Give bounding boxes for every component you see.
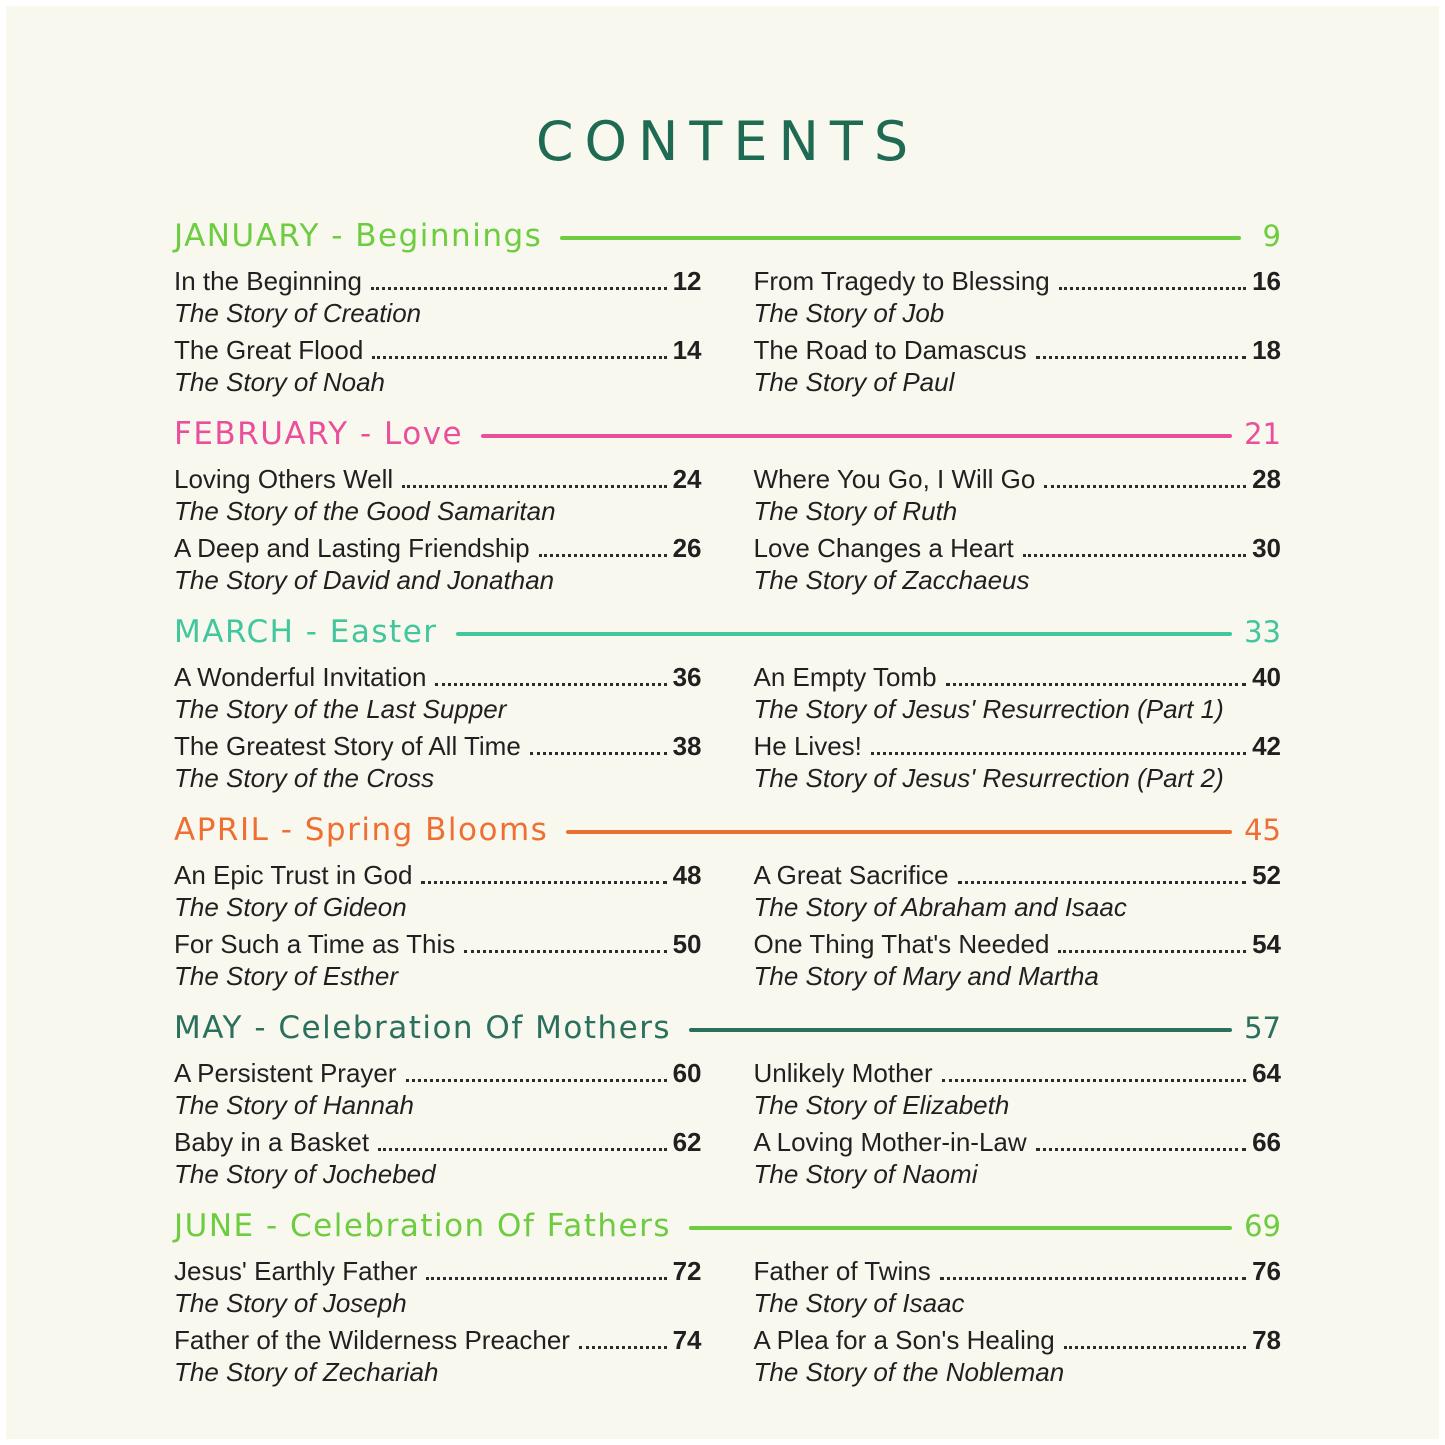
dot-leader [1059, 287, 1246, 290]
entry-page-number: 78 [1252, 1325, 1281, 1355]
entry-page-number: 30 [1252, 533, 1281, 563]
entry-title: A Great Sacrifice [753, 860, 949, 890]
entry-subtitle: The Story of Esther [174, 961, 398, 991]
dot-leader [372, 356, 666, 359]
section-entries [174, 662, 1281, 800]
entry-page-number: 52 [1252, 860, 1281, 890]
entry-subtitle: The Story of Creation [174, 298, 422, 328]
dot-leader [1036, 1148, 1246, 1151]
toc-entry [174, 1256, 702, 1318]
entry-title-line [754, 1127, 1282, 1158]
toc-entry [174, 1325, 702, 1387]
toc-section [174, 215, 1281, 404]
entry-title: A Wonderful Invitation [174, 662, 427, 692]
toc-section [174, 1205, 1281, 1394]
entry-title: Love Changes a Heart [753, 533, 1014, 563]
entry-subtitle: The Story of Jesus' Resurrection (Part 2) [753, 763, 1224, 793]
entry-page-number: 26 [672, 533, 702, 563]
dot-leader [426, 1277, 666, 1280]
section-entries [174, 464, 1281, 602]
entry-title-line [754, 533, 1282, 564]
entry-title: Where You Go, I Will Go [753, 464, 1036, 494]
section-month-label: JANUARY - Beginnings [174, 218, 543, 254]
entry-title-line [754, 1256, 1282, 1287]
section-header [174, 611, 1281, 653]
dot-leader [1044, 485, 1246, 488]
dot-leader [958, 881, 1247, 884]
dot-leader [946, 683, 1247, 686]
toc-entry [754, 860, 1282, 922]
entry-title: Father of the Wilderness Preacher [174, 1325, 570, 1355]
entry-title-line [174, 731, 702, 762]
entry-page-number: 12 [672, 266, 702, 296]
section-month-label: MAY - Celebration Of Mothers [174, 1010, 672, 1046]
entry-subtitle: The Story of Mary and Martha [753, 961, 1099, 991]
entry-subtitle: The Story of the Good Samaritan [174, 496, 556, 526]
entry-page-number: 60 [672, 1058, 702, 1088]
entry-title: Father of Twins [753, 1256, 931, 1286]
entry-subtitle: The Story of David and Jonathan [174, 565, 555, 595]
section-entries [174, 860, 1281, 998]
section-month-label: APRIL - Spring Blooms [174, 812, 549, 848]
section-page-number: 69 [1244, 1209, 1281, 1243]
toc-entry [174, 1058, 702, 1120]
entry-subtitle: The Story of Jesus' Resurrection (Part 1) [753, 694, 1224, 724]
entry-title-line [754, 929, 1282, 960]
toc-section [174, 413, 1281, 602]
dot-leader [1064, 1346, 1246, 1349]
entry-title-line [754, 464, 1282, 495]
dot-leader [421, 881, 666, 884]
section-rule-line [560, 236, 1241, 240]
entry-page-number: 74 [672, 1325, 702, 1355]
entry-page-number: 54 [1252, 929, 1281, 959]
entry-subtitle: The Story of Jochebed [174, 1159, 436, 1189]
entry-title: Baby in a Basket [174, 1127, 370, 1157]
section-entries [174, 266, 1281, 404]
entry-page-number: 40 [1252, 662, 1281, 692]
entry-page-number: 18 [1252, 335, 1281, 365]
dot-leader [1036, 356, 1246, 359]
toc-entry [754, 1325, 1282, 1387]
section-rule-line [456, 632, 1233, 636]
entry-title: Loving Others Well [174, 464, 394, 494]
entry-subtitle: The Story of the Nobleman [753, 1357, 1065, 1387]
entry-title-line [174, 1325, 702, 1356]
entry-title-line [754, 860, 1282, 891]
toc-entry [174, 731, 702, 793]
entry-title-line [754, 266, 1282, 297]
toc-sections [174, 215, 1281, 1394]
entry-subtitle: The Story of Elizabeth [753, 1090, 1010, 1120]
section-page-number: 45 [1244, 813, 1281, 847]
entry-title: Jesus' Earthly Father [174, 1256, 418, 1286]
entry-title: The Road to Damascus [753, 335, 1027, 365]
entry-title-line [174, 860, 702, 891]
toc-entry [174, 1127, 702, 1189]
entry-title-line [754, 1058, 1282, 1089]
entry-subtitle: The Story of Joseph [174, 1288, 407, 1318]
toc-entry [754, 464, 1282, 526]
entry-title-line [174, 1256, 702, 1287]
entry-subtitle: The Story of Ruth [753, 496, 958, 526]
entry-title: In the Beginning [174, 266, 362, 296]
toc-section [174, 1007, 1281, 1196]
dot-leader [435, 683, 666, 686]
toc-entry [754, 533, 1282, 595]
page-title: CONTENTS [535, 110, 920, 173]
entry-subtitle: The Story of Paul [753, 367, 955, 397]
dot-leader [371, 287, 667, 290]
section-page-number: 33 [1244, 615, 1281, 649]
entry-title-line [174, 335, 702, 366]
entry-subtitle: The Story of Isaac [753, 1288, 965, 1318]
entry-page-number: 50 [672, 929, 702, 959]
toc-entry [754, 731, 1282, 793]
toc-section [174, 611, 1281, 800]
entry-title-line [754, 662, 1282, 693]
entry-subtitle: The Story of Job [753, 298, 945, 328]
entry-title: A Loving Mother-in-Law [753, 1127, 1027, 1157]
dot-leader [464, 950, 666, 953]
entry-subtitle: The Story of Naomi [753, 1159, 978, 1189]
entry-page-number: 28 [1252, 464, 1281, 494]
entry-page-number: 38 [672, 731, 702, 761]
entry-page-number: 62 [672, 1127, 702, 1157]
entry-page-number: 72 [672, 1256, 702, 1286]
entry-subtitle: The Story of Abraham and Isaac [753, 892, 1127, 922]
toc-entry [754, 929, 1282, 991]
section-header [174, 215, 1281, 257]
toc-entry [174, 266, 702, 328]
dot-leader [406, 1079, 667, 1082]
section-header [174, 809, 1281, 851]
entry-title-line [754, 731, 1282, 762]
section-header [174, 1007, 1281, 1049]
entry-subtitle: The Story of Zechariah [174, 1357, 439, 1387]
toc-entry [754, 1256, 1282, 1318]
section-rule-line [566, 830, 1232, 834]
entry-page-number: 42 [1252, 731, 1281, 761]
entry-title-line [754, 335, 1282, 366]
entry-subtitle: The Story of Zacchaeus [753, 565, 1030, 595]
toc-entry [754, 335, 1282, 397]
entry-title-line [174, 266, 702, 297]
entry-page-number: 48 [672, 860, 702, 890]
entry-page-number: 76 [1252, 1256, 1281, 1286]
section-month-label: FEBRUARY - Love [174, 416, 464, 452]
section-month-label: JUNE - Celebration Of Fathers [174, 1208, 671, 1244]
toc-entry [174, 335, 702, 397]
entry-page-number: 16 [1252, 266, 1281, 296]
entry-title-line [754, 1325, 1282, 1356]
entry-page-number: 64 [1252, 1058, 1281, 1088]
entry-title: A Persistent Prayer [174, 1058, 397, 1088]
entry-subtitle: The Story of the Cross [174, 763, 435, 793]
entry-page-number: 66 [1252, 1127, 1281, 1157]
dot-leader [539, 554, 667, 557]
contents-page [6, 6, 1439, 1439]
entry-title-line [174, 464, 702, 495]
entry-title: He Lives! [753, 731, 862, 761]
dot-leader [940, 1277, 1246, 1280]
entry-title: The Great Flood [174, 335, 364, 365]
entry-page-number: 24 [672, 464, 702, 494]
entry-subtitle: The Story of the Last Supper [174, 694, 507, 724]
section-page-number: 57 [1244, 1011, 1281, 1045]
entry-title-line [174, 533, 702, 564]
entry-title-line [174, 929, 702, 960]
dot-leader [579, 1346, 667, 1349]
entry-title: An Epic Trust in God [174, 860, 413, 890]
entry-page-number: 14 [672, 335, 702, 365]
section-rule-line [689, 1226, 1232, 1230]
entry-title-line [174, 1058, 702, 1089]
entry-subtitle: The Story of Gideon [174, 892, 407, 922]
toc-entry [174, 929, 702, 991]
dot-leader [402, 485, 666, 488]
entry-title-line [174, 662, 702, 693]
entry-title: From Tragedy to Blessing [753, 266, 1050, 296]
section-month-label: MARCH - Easter [174, 614, 438, 650]
toc-entry [754, 1058, 1282, 1120]
dot-leader [1058, 950, 1246, 953]
section-page-number: 9 [1262, 219, 1281, 253]
entry-title: A Deep and Lasting Friendship [174, 533, 530, 563]
toc-entry [174, 860, 702, 922]
entry-title: The Greatest Story of All Time [174, 731, 521, 761]
toc-entry [754, 1127, 1282, 1189]
dot-leader [871, 752, 1246, 755]
entry-title-line [174, 1127, 702, 1158]
entry-title: One Thing That's Needed [753, 929, 1050, 959]
toc-entry [174, 533, 702, 595]
section-entries [174, 1058, 1281, 1196]
entry-title: A Plea for a Son's Healing [753, 1325, 1055, 1355]
section-header [174, 1205, 1281, 1247]
section-header [174, 413, 1281, 455]
entry-subtitle: The Story of Noah [174, 367, 385, 397]
dot-leader [942, 1079, 1246, 1082]
toc-entry [754, 266, 1282, 328]
entry-page-number: 36 [672, 662, 702, 692]
entry-title: Unlikely Mother [753, 1058, 933, 1088]
dot-leader [530, 752, 667, 755]
toc-entry [174, 662, 702, 724]
section-rule-line [689, 1028, 1232, 1032]
section-rule-line [481, 434, 1232, 438]
toc-entry [174, 464, 702, 526]
entry-title: An Empty Tomb [753, 662, 937, 692]
section-page-number: 21 [1244, 417, 1281, 451]
toc-section [174, 809, 1281, 998]
entry-title: For Such a Time as This [174, 929, 456, 959]
entry-subtitle: The Story of Hannah [174, 1090, 414, 1120]
dot-leader [378, 1148, 666, 1151]
section-entries [174, 1256, 1281, 1394]
toc-entry [754, 662, 1282, 724]
dot-leader [1023, 554, 1246, 557]
